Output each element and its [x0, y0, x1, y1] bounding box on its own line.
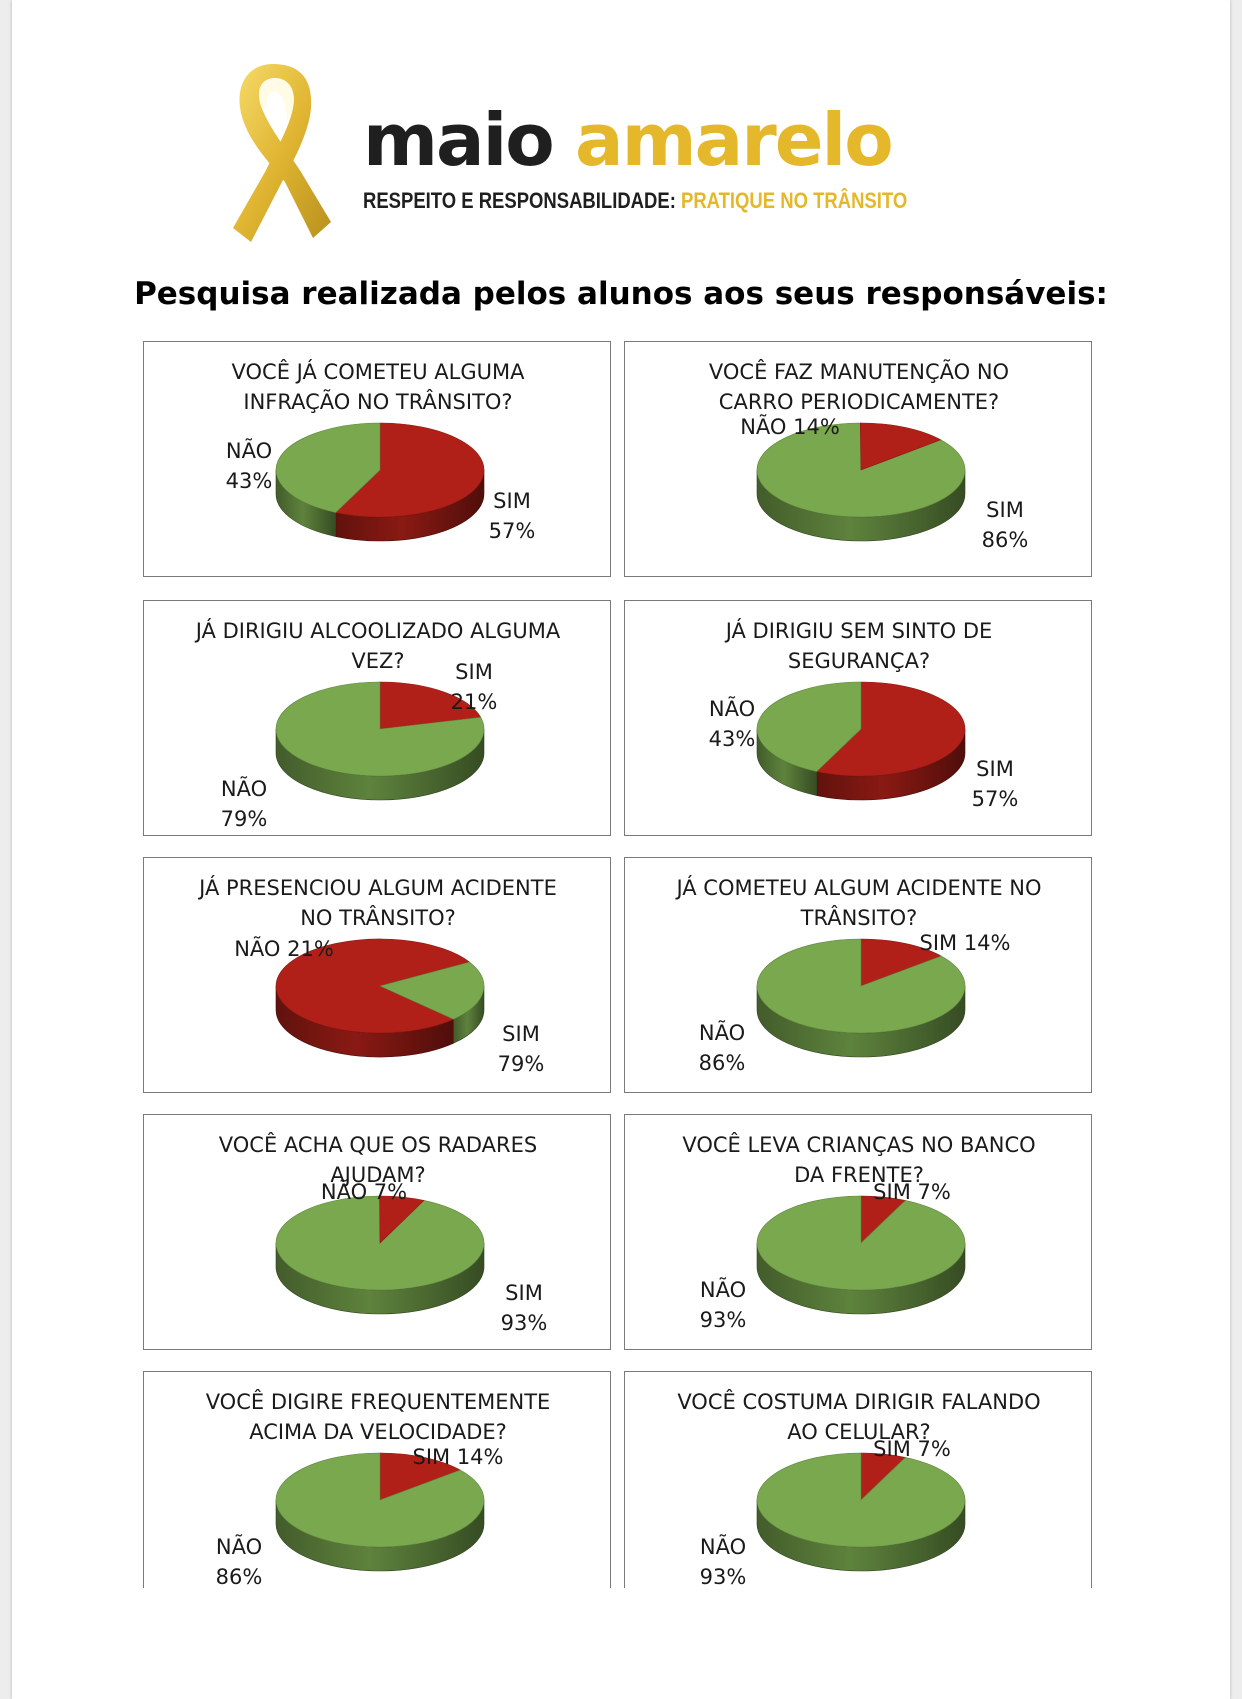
chart-panel	[143, 1114, 611, 1350]
tagline-part-1: RESPEITO E RESPONSABILIDADE:	[363, 188, 676, 213]
slice-label: SIM	[976, 757, 1014, 781]
pie-chart-3d	[625, 601, 1093, 837]
chart-title-line: NO TRÂNSITO?	[300, 906, 456, 930]
chart-title-line: INFRAÇÃO NO TRÂNSITO?	[243, 390, 513, 414]
chart-title-line: JÁ DIRIGIU SEM SINTO DE	[725, 619, 993, 643]
pie-chart-3d	[144, 1115, 612, 1351]
pie-slice	[757, 1196, 965, 1290]
chart-title-line: SEGURANÇA?	[787, 649, 931, 673]
chart-title-line: VOCÊ COSTUMA DIRIGIR FALANDO	[677, 1390, 1041, 1414]
logo-text-amarelo: amarelo	[575, 98, 892, 182]
pie-slice	[757, 1453, 965, 1547]
chart-title-line: VOCÊ LEVA CRIANÇAS NO BANCO	[682, 1133, 1036, 1157]
slice-label: SIM 14%	[412, 1445, 504, 1469]
slice-label: 57%	[971, 787, 1019, 811]
chart-title-line: VOCÊ ACHA QUE OS RADARES	[218, 1133, 538, 1157]
chart-title-line: VOCÊ JÁ COMETEU ALGUMA	[231, 360, 525, 384]
chart-title-line: VOCÊ FAZ MANUTENÇÃO NO	[708, 360, 1010, 384]
chart-title-line: JÁ DIRIGIU ALCOOLIZADO ALGUMA	[195, 619, 561, 643]
chart-panel	[143, 1371, 611, 1588]
slice-label: 79%	[220, 807, 268, 831]
chart-panel	[624, 600, 1092, 836]
slice-label: NÃO 14%	[740, 415, 840, 439]
slice-label: NÃO	[699, 1535, 747, 1559]
slice-label: 86%	[215, 1565, 263, 1589]
slice-label: NÃO	[220, 777, 268, 801]
slice-label: 57%	[488, 519, 536, 543]
pie-chart-3d	[144, 1372, 612, 1588]
slice-label: NÃO 21%	[234, 937, 334, 961]
slice-label: SIM 7%	[873, 1437, 951, 1461]
chart-title-line: JÁ COMETEU ALGUM ACIDENTE NO	[676, 876, 1042, 900]
slice-label: 79%	[497, 1052, 545, 1076]
chart-title-line: ACIMA DA VELOCIDADE?	[249, 1420, 507, 1444]
chart-title-line: CARRO PERIODICAMENTE?	[718, 390, 1000, 414]
slice-label: 93%	[699, 1308, 747, 1332]
chart-title-line: DA FRENTE?	[794, 1163, 924, 1187]
chart-title-line: VEZ?	[351, 649, 405, 673]
chart-panel	[624, 341, 1092, 577]
chart-title-line: JÁ PRESENCIOU ALGUM ACIDENTE	[199, 876, 557, 900]
logo-text-maio: maio	[363, 98, 553, 182]
slice-label: NÃO	[698, 1021, 746, 1045]
slice-label: SIM	[493, 489, 531, 513]
slice-label: 86%	[698, 1051, 746, 1075]
slice-label: NÃO	[708, 697, 756, 721]
chart-panel	[143, 857, 611, 1093]
pie-chart-3d	[625, 858, 1093, 1094]
chart-panel	[624, 857, 1092, 1093]
slice-label: NÃO	[699, 1278, 747, 1302]
pie-chart-3d	[625, 1115, 1093, 1351]
chart-title-line: TRÂNSITO?	[800, 906, 918, 930]
page-title-text: Pesquisa realizada pelos alunos aos seus responsáveis:	[134, 276, 1108, 312]
slice-label: 93%	[699, 1565, 747, 1589]
slice-label: SIM	[502, 1022, 540, 1046]
chart-title-line: VOCÊ DIGIRE FREQUENTEMENTE	[205, 1390, 551, 1414]
chart-panel	[624, 1371, 1092, 1588]
slice-label: SIM	[505, 1281, 543, 1305]
pie-chart-3d	[144, 342, 612, 578]
slice-label: NÃO	[225, 439, 273, 463]
slice-label: 86%	[981, 528, 1029, 552]
slice-label: 21%	[450, 690, 498, 714]
pie-chart-3d	[625, 342, 1093, 578]
pie-chart-3d	[144, 601, 612, 837]
slice-label: 43%	[708, 727, 756, 751]
slice-label: NÃO 7%	[320, 1180, 408, 1204]
chart-title-line: AJUDAM?	[330, 1163, 426, 1187]
chart-title-line: AO CELULAR?	[787, 1420, 931, 1444]
slice-label: SIM	[986, 498, 1024, 522]
pie-chart-3d	[625, 1372, 1093, 1588]
chart-panel	[143, 341, 611, 577]
slice-label: NÃO	[215, 1535, 263, 1559]
chart-panel	[143, 600, 611, 836]
tagline-part-2: PRATIQUE NO TRÂNSITO	[680, 188, 908, 213]
slice-label: SIM	[455, 660, 493, 684]
pie-chart-3d	[144, 858, 612, 1094]
slice-label: 43%	[225, 469, 273, 493]
slice-label: SIM 7%	[873, 1180, 951, 1204]
chart-panel	[624, 1114, 1092, 1350]
slice-label: 93%	[500, 1311, 548, 1335]
slice-label: SIM 14%	[919, 931, 1011, 955]
